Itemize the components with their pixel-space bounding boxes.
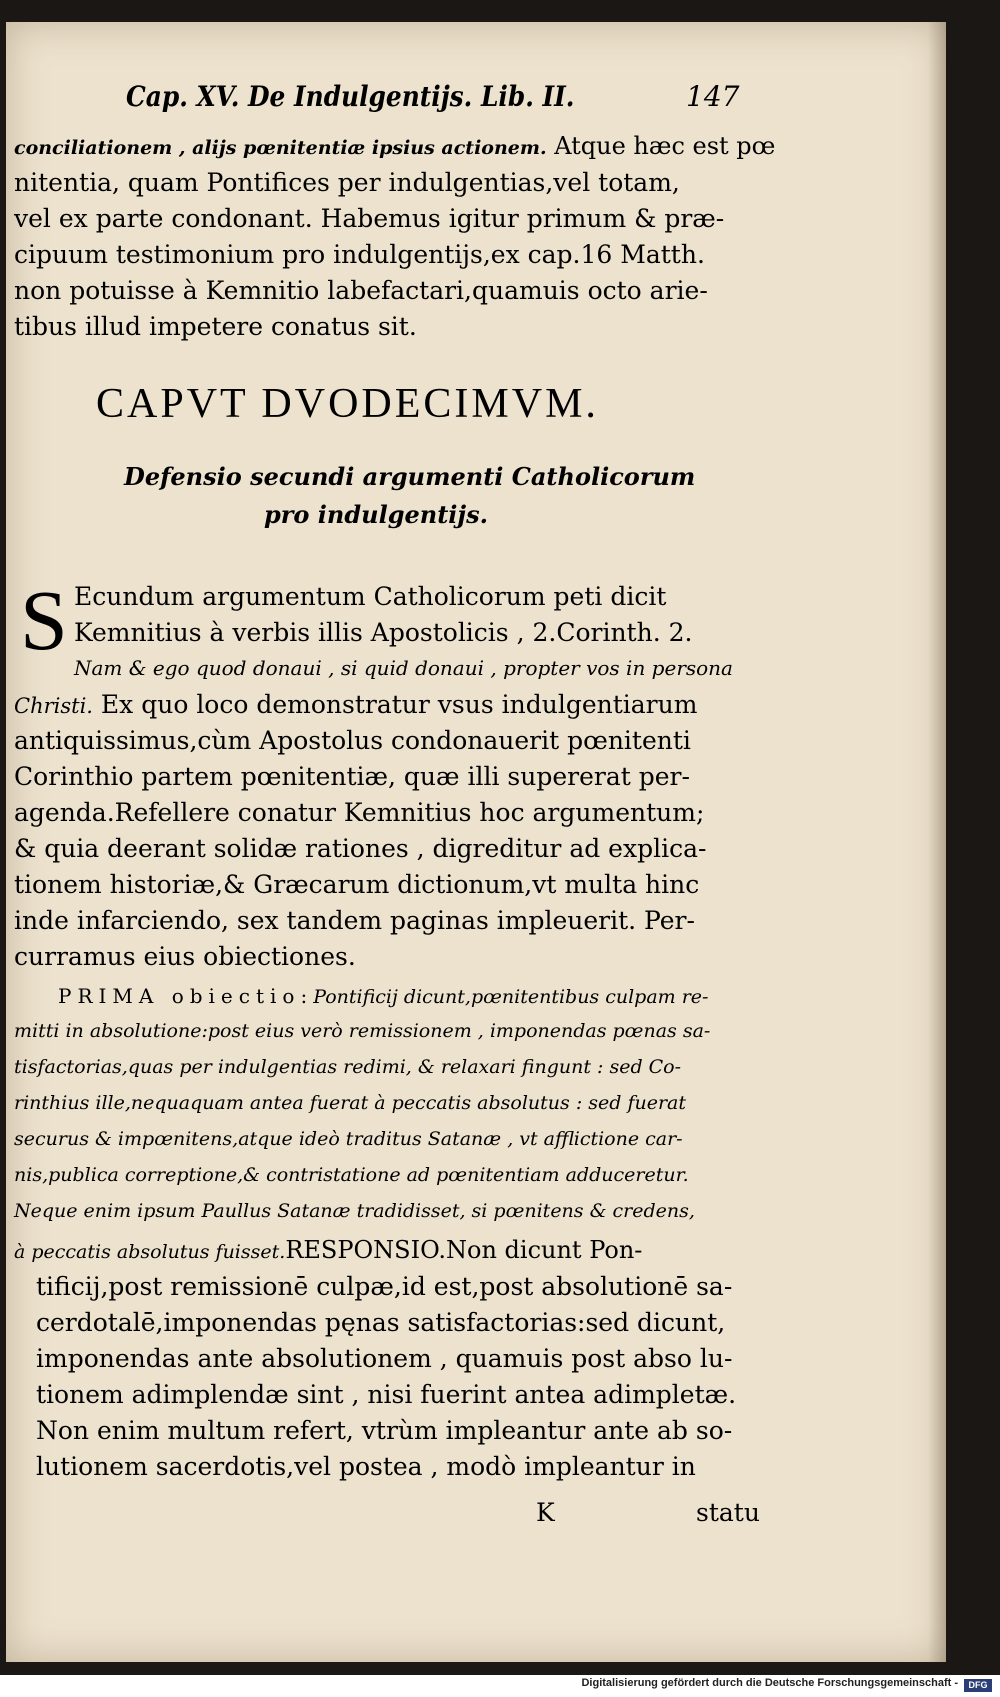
text-line: Non enim multum refert, vtrùm impleantur ante ab so- xyxy=(36,1416,733,1445)
text-line: nitentia, quam Pontifices per indulgentias,vel totam, xyxy=(14,168,680,197)
text-line: & quia deerant solidæ rationes , digreditur ad explica- xyxy=(14,834,707,863)
chapter-title: CAPVT DVODECIMVM. xyxy=(96,381,599,427)
catchword: statu xyxy=(696,1498,760,1527)
text-line: tisfactorias,quas per indulgentias redimi, & relaxari fingunt : sed Co- xyxy=(14,1056,682,1078)
drop-capital: S xyxy=(20,572,68,668)
text-line: cipuum testimonium pro indulgentijs,ex cap.16 Matth. xyxy=(14,240,705,269)
text-line: Nam & ego quod donaui , si quid donaui , propter vos in persona xyxy=(74,656,733,680)
text-line: tionem historiæ,& Græcarum dictionum,vt multa hinc xyxy=(14,870,700,899)
text-line: tibus illud impetere conatus sit. xyxy=(14,312,417,341)
text-line: vel ex parte condonant. Habemus igitur primum & præ- xyxy=(14,204,725,233)
text-line: curramus eius obiectiones. xyxy=(14,942,356,971)
text-line: cerdotalē,imponendas pęnas satisfactorias:sed dicunt, xyxy=(36,1308,726,1337)
text-line: non potuisse à Kemnitio labefactari,quamuis octo arie- xyxy=(14,276,708,305)
text-line: Neque enim ipsum Paullus Satanæ tradidisset, si pœnitens & credens, xyxy=(14,1200,695,1222)
page-edge-shadow xyxy=(928,22,946,1662)
text-line: tionem adimplendæ sint , nisi fuerint antea adimpletæ. xyxy=(36,1380,737,1409)
text-line: mitti in absolutione:post eius verò remissionem , imponendas pœnas sa- xyxy=(14,1020,711,1042)
text-line: antiquissimus,cùm Apostolus condonauerit pœnitenti xyxy=(14,726,691,755)
text-line: lutionem sacerdotis,vel postea , modò impleantur in xyxy=(36,1452,696,1481)
text-line: Christi. Ex quo loco demonstratur vsus indulgentiarum xyxy=(14,690,698,719)
signature-mark: K xyxy=(536,1498,555,1527)
text-line: conciliationem , alijs pœnitentiæ ipsius actionem. Atque hæc est pœ xyxy=(14,132,776,160)
text-line: tificij,post remissionē culpæ,id est,post absolutionē sa- xyxy=(36,1272,733,1301)
text-line: à peccatis absolutus fuisset.RESPONSIO.Non dicunt Pon- xyxy=(14,1236,643,1264)
text-line: inde infarciendo, sex tandem paginas impleuerit. Per- xyxy=(14,906,695,935)
page-number: 147 xyxy=(686,80,740,113)
text-line: agenda.Refellere conatur Kemnitius hoc argumentum; xyxy=(14,798,705,827)
chapter-subtitle-line-1: Defensio secundi argumenti Catholicorum xyxy=(124,462,696,491)
chapter-subtitle-line-2: pro indulgentijs. xyxy=(264,500,488,529)
text-line: Corinthio partem pœnitentiæ, quæ illi supererat per- xyxy=(14,762,690,791)
text-line: Ecundum argumentum Catholicorum peti dicit xyxy=(74,582,667,611)
running-title: Cap. XV. De Indulgentijs. Lib. II. xyxy=(126,80,575,113)
footer-bar xyxy=(0,1675,1000,1697)
book-page xyxy=(6,22,946,1662)
text-line: rinthius ille,nequaquam antea fuerat à peccatis absolutus : sed fuerat xyxy=(14,1092,687,1114)
dfg-logo-icon: DFG xyxy=(964,1679,992,1692)
text-line: Kemnitius à verbis illis Apostolicis , 2.Corinth. 2. xyxy=(74,618,693,647)
text-line: nis,publica correptione,& contristatione ad pœnitentiam adduceretur. xyxy=(14,1164,689,1186)
text-line: imponendas ante absolutionem , quamuis post abso lu- xyxy=(36,1344,733,1373)
text-line: securus & impœnitens,atque ideò traditus Satanæ , vt afflictione car- xyxy=(14,1128,683,1150)
text-line: PRIMA obiectio:Pontificij dicunt,pœnitentibus culpam re- xyxy=(58,984,709,1008)
funding-credit: Digitalisierung gefördert durch die Deutsche Forschungsgemeinschaft - xyxy=(581,1677,958,1689)
